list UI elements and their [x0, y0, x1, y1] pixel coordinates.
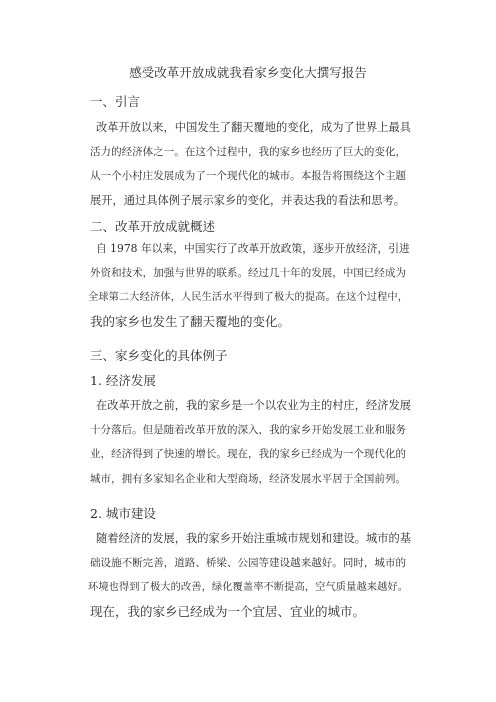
paragraph-line: 十分落后。但是随着改革开放的深入，我的家乡开始发展工业和服务: [90, 424, 406, 437]
paragraph-introduction: [90, 116, 412, 213]
paragraph-line: 城市，拥有多家知名企业和大型商场，经济发展水平居于全国前列。: [90, 472, 406, 485]
paragraph-line: 外资和技术，加强与世界的联系。经过几十年的发展，中国已经成为: [90, 267, 406, 280]
paragraph-line: 改革开放以来，中国发生了翻天覆地的变化，成为了世界上最具: [96, 121, 412, 134]
section-heading-introduction: 一、引言: [90, 94, 141, 109]
paragraph-line: 随着经济的发展，我的家乡开始注重城市规划和建设。城市的基: [96, 532, 412, 545]
section-heading-examples: 三、家乡变化的具体例子: [90, 348, 228, 363]
subsection-heading-economy: 1. 经济发展: [90, 373, 156, 388]
paragraph-economy: [90, 394, 412, 491]
paragraph-line: 现在，我的家乡已经成为一个宜居、宜业的城市。: [90, 603, 366, 619]
paragraph-line: 展开，通过具体例子展示家乡的变化，并表达我的看法和思考。: [90, 193, 406, 207]
paragraph-line: 业，经济得到了快速的增长。现在，我的家乡已经成为一个现代化的: [90, 448, 406, 461]
subsection-heading-urban-construction: 2. 城市建设: [90, 506, 156, 521]
section-heading-overview: 二、改革开放成就概述: [90, 219, 216, 234]
paragraph-urban-construction: [88, 527, 412, 624]
paragraph-line: 础设施不断完善，道路、桥梁、公园等建设越来越好。同时，城市的: [90, 557, 406, 570]
paragraph-line: 在改革开放之前，我的家乡是一个以农业为主的村庄，经济发展: [96, 399, 412, 412]
paragraph-line: 我的家乡也发生了翻天覆地的变化。: [90, 313, 291, 329]
paragraph-line: 全球第二大经济体，人民生活水平得到了极大的提高。在这个过程中，: [88, 291, 408, 304]
document-title: 感受改革开放成就我看家乡变化大撰写报告: [129, 65, 367, 80]
paragraph-line: 活力的经济体之一。在这个过程中，我的家乡也经历了巨大的变化，: [90, 146, 406, 159]
paragraph-line: 自 1978 年以来，中国实行了改革开放政策，逐步开放经济，引进: [96, 242, 410, 255]
paragraph-line: 从一个小村庄发展成为了一个现代化的城市。本报告将围绕这个主题: [90, 170, 406, 183]
paragraph-overview: [88, 237, 410, 334]
paragraph-line: 环境也得到了极大的改善，绿化覆盖率不断提高，空气质量越来越好。: [88, 581, 408, 594]
